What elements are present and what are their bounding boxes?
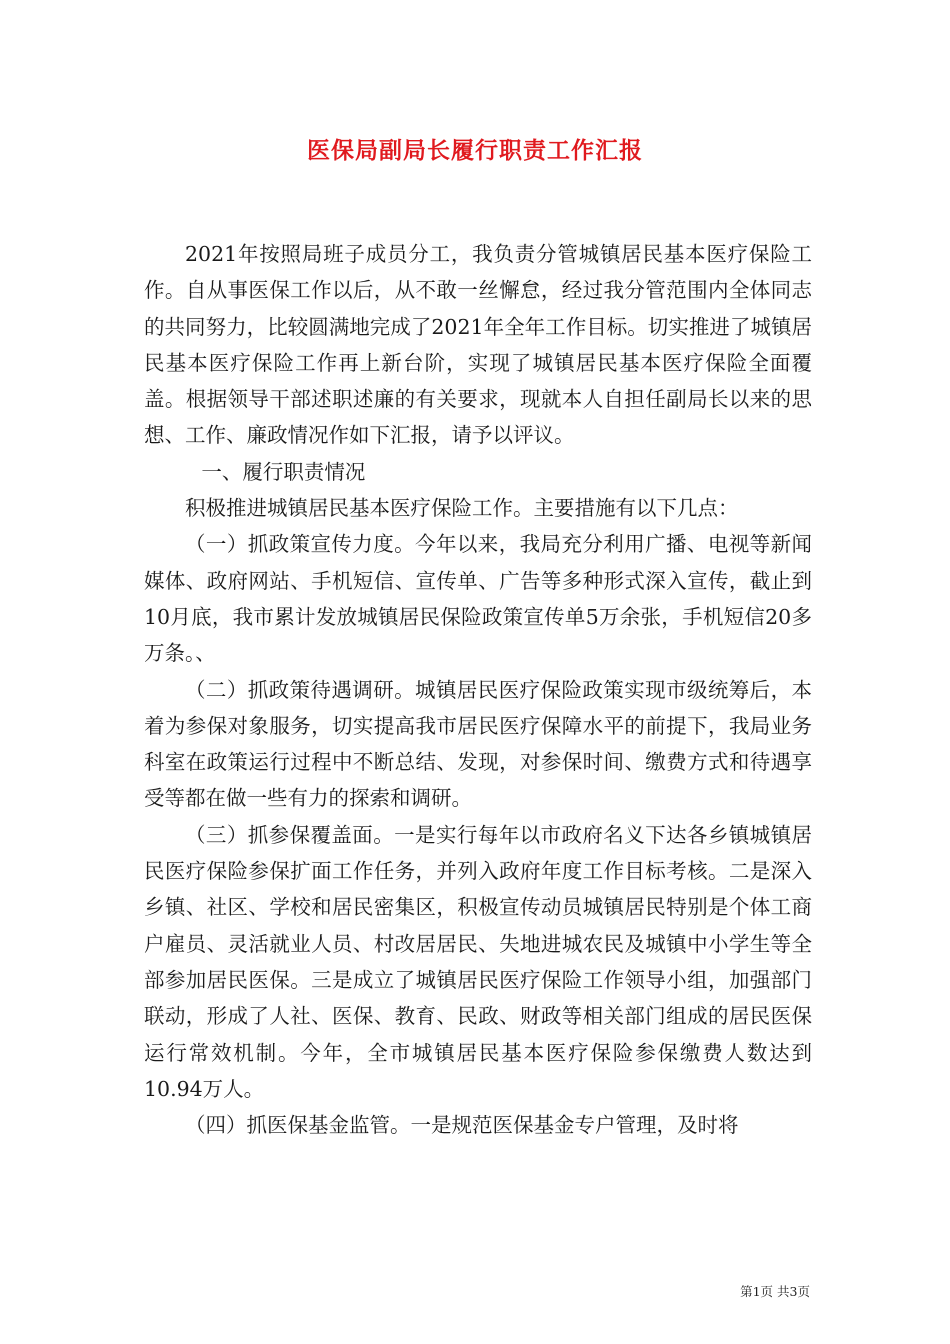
paragraph-item-4: （四）抓医保基金监管。一是规范医保基金专户管理，及时将 xyxy=(185,1113,739,1138)
section-heading-duties: 一、履行职责情况 xyxy=(201,459,366,484)
document-title: 医保局副局长履行职责工作汇报 xyxy=(307,137,643,164)
document-body xyxy=(144,236,812,1143)
paragraph-intro: 2021年按照局班子成员分工，我负责分管城镇居民基本医疗保险工作。自从事医保工作以后，从不敢一丝懈怠，经过我分管范围内全体同志的共同努力，比较圆满地完成了2021年全年工作目标。切实推进了城镇居民基本医疗保险工作再上新台阶，实现了城镇居民基本医疗保险全面覆盖。根据领导干部述职述廉的有关要求，现就本人自担任副局长以来的思想、工作、廉政情况作如下汇报，请予以评议。 xyxy=(144,242,812,448)
paragraph-item-1: （一）抓政策宣传力度。今年以来，我局充分利用广播、电视等新闻媒体、政府网站、手机短信、宣传单、广告等多种形式深入宣传，截止到10月底，我市累计发放城镇居民保险政策宣传单5万余张，手机短信20多万条。、 xyxy=(144,532,812,666)
paragraph-item-3: （三）抓参保覆盖面。一是实行每年以市政府名义下达各乡镇城镇居民医疗保险参保扩面工作任务，并列入政府年度工作目标考核。二是深入乡镇、社区、学校和居民密集区，积极宣传动员城镇居民特别是个体工商户雇员、灵活就业人员、村改居居民、失地进城农民及城镇中小学生等全部参加居民医保。三是成立了城镇居民医疗保险工作领导小组，加强部门联动，形成了人社、医保、教育、民政、财政等相关部门组成的居民医保运行常效机制。今年，全市城镇居民基本医疗保险参保缴费人数达到10.94万人。 xyxy=(144,822,812,1101)
paragraph-measures-intro: 积极推进城镇居民基本医疗保险工作。主要措施有以下几点： xyxy=(185,496,739,521)
page-number-footer: 第1页 共3页 xyxy=(740,1284,810,1299)
paragraph-item-2: （二）抓政策待遇调研。城镇居民医疗保险政策实现市级统筹后，本着为参保对象服务，切实提高我市居民医疗保障水平的前提下，我局业务科室在政策运行过程中不断总结、发现，对参保时间、缴费方式和待遇享受等都在做一些有力的探索和调研。 xyxy=(144,677,812,811)
